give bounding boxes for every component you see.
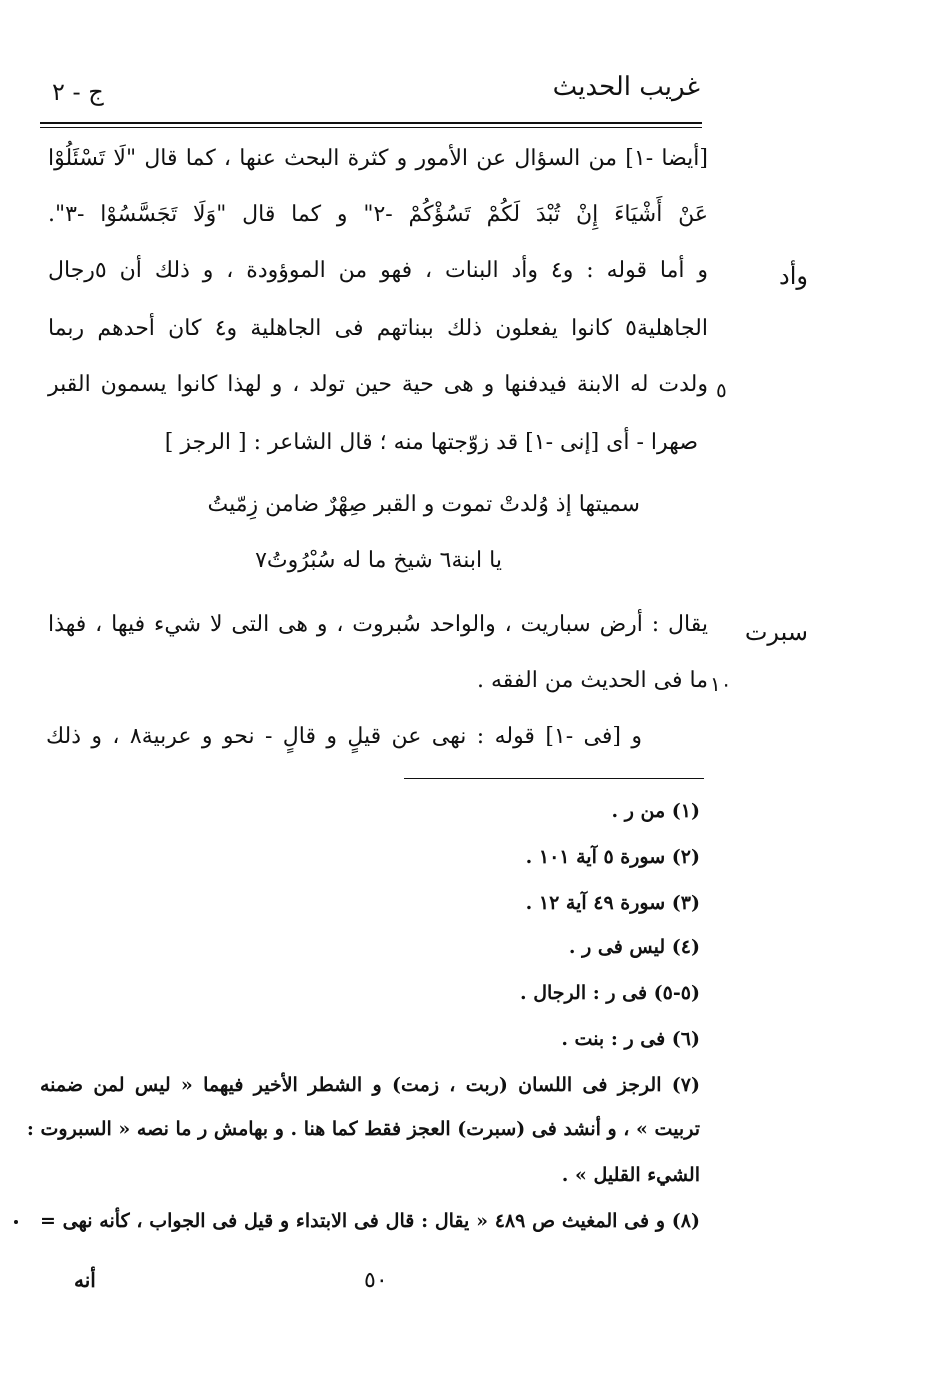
footnote-7-line-1: (٧) الرجز فى اللسان (ربت ، زمت) و الشطر الأخير فيهما « ليس لمن ضمنه bbox=[40, 1074, 700, 1096]
footnote-7-line-3: الشيء القليل » . bbox=[561, 1164, 700, 1186]
line-number-5: ٥ bbox=[716, 378, 727, 402]
footnote-2: (٢) سورة ٥ آية ١٠١ . bbox=[525, 846, 700, 868]
body-line-7: يقال : أرض سباريت ، والواحد سُبروت ، و هى التى لا شيء فيها ، فهذا bbox=[48, 612, 708, 637]
line-number-10: ١٠ bbox=[710, 672, 732, 696]
footnote-7-line-2: تربيت » ، و أنشد فى (سبرت) العجز فقط كما هنا . و بهامش ر ما نصه « السبروت : bbox=[26, 1118, 700, 1140]
footnote-6: (٦) فى ر : بنت . bbox=[561, 1028, 700, 1050]
body-line-8: ما فى الحديث من الفقه . bbox=[477, 668, 708, 693]
footnote-3: (٣) سورة ٤٩ آية ١٢ . bbox=[525, 892, 700, 914]
body-line-6: صهرا - أى [إنى -١] قد زوّجتها منه ؛ قال الشاعر : [ الرجز ] bbox=[164, 430, 698, 455]
header-rule-thin bbox=[40, 127, 702, 128]
margin-keyword-wa-ad: وأد bbox=[779, 262, 808, 290]
margin-dot bbox=[14, 1220, 18, 1224]
verse-line-2: يا ابنة٦ شيخ ما له سُبْرُوتُ٧ bbox=[255, 548, 502, 573]
footnote-1: (١) من ر . bbox=[611, 800, 700, 822]
body-line-2: عَنْ أَشْيَاءَ إِنْ تُبْدَ لَكُمْ تَسُؤْكُمْ -٢" و كما قال "وَلَا تَجَسَّسُوْا -٣". bbox=[48, 202, 708, 227]
volume-marker: ج - ٢ bbox=[52, 78, 104, 106]
header-rule bbox=[40, 122, 702, 124]
body-line-4: الجاهلية٥ كانوا يفعلون ذلك ببناتهم فى الجاهلية و٤ كان أحدهم ربما bbox=[48, 316, 708, 341]
footnote-8: (٨) و فى المغيث ص ٤٨٩ « يقال : قال فى الابتداء و قيل فى الجواب ، كأنه نهى = bbox=[40, 1210, 700, 1232]
running-title: غريب الحديث bbox=[552, 72, 700, 102]
body-line-1: [أيضا -١] من السؤال عن الأمور و كثرة البحث عنها ، كما قال "لَا تَسْئَلُوْا bbox=[48, 146, 708, 171]
continuation-word: أنه bbox=[74, 1268, 96, 1292]
body-line-5: ولدت له الابنة فيدفنها و هى حية حين تولد ، و لهذا كانوا يسمون القبر bbox=[48, 372, 708, 397]
body-line-9: و [فى -١] قوله : نهى عن قيلٍ و قالٍ - نحو و عربية٨ ، و ذلك bbox=[46, 724, 642, 749]
verse-line-1: سميتها إذ وُلدتْ تموت و القبر صِهْرٌ ضامن زِمّيتُ bbox=[207, 492, 640, 517]
page-number: ٥٠ bbox=[364, 1268, 388, 1293]
footnote-5: (٥-٥) فى ر : الرجال . bbox=[519, 982, 700, 1004]
margin-keyword-sabrat: سبرت bbox=[744, 618, 808, 646]
footnote-4: (٤) ليس فى ر . bbox=[568, 936, 700, 958]
footnote-rule bbox=[404, 778, 704, 779]
body-line-3: و أما قوله : و٤ وأد البنات ، فهو من الموؤودة ، و ذلك أن ٥رجال bbox=[48, 258, 708, 283]
